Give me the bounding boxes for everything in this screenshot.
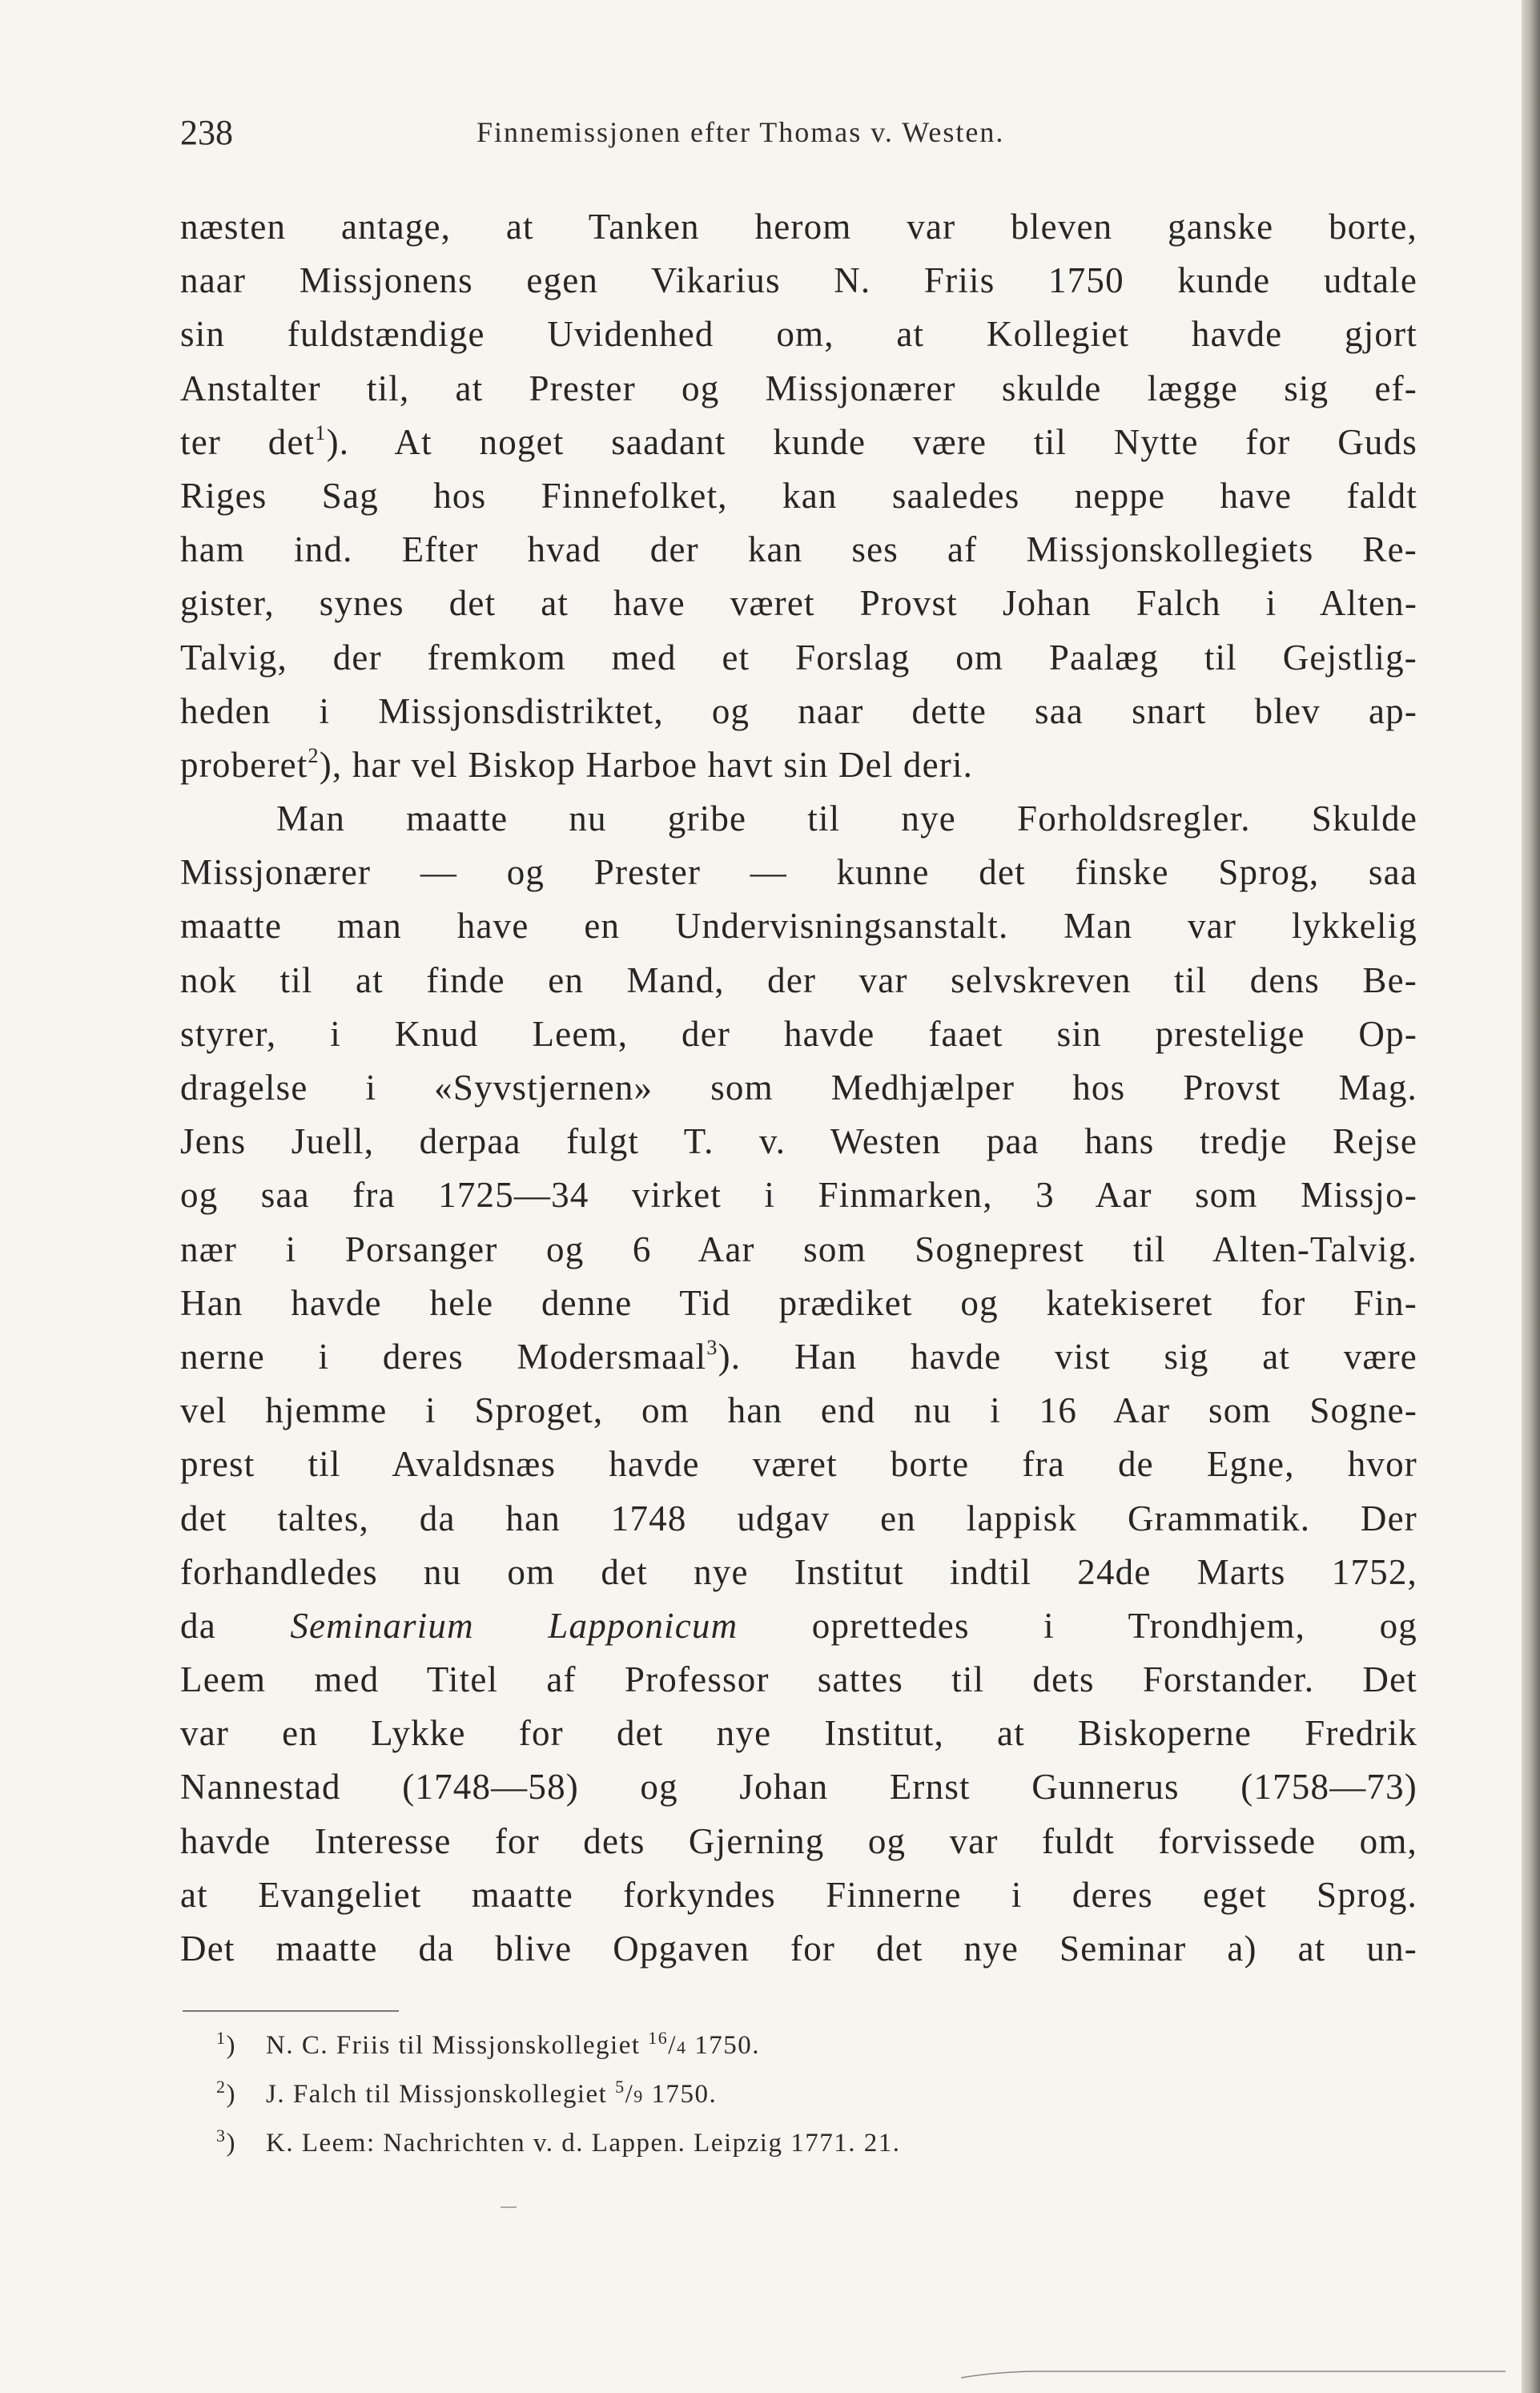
paragraph-start-line: Man maatte nu gribe til nye Forholdsregler. Skulde [276, 798, 1417, 839]
running-head: Finnemissjonen efter Thomas v. Westen. [476, 116, 1005, 148]
footnote-ref-1: 1 [315, 420, 327, 444]
text-line: maatte man have en Undervisningsanstalt. Man var lykkelig [180, 906, 1417, 947]
main-text [180, 200, 1417, 1976]
text-line: heden i Missjonsdistriktet, og naar dette saa snart blev ap- [180, 690, 1417, 731]
text-line: ham ind. Efter hvad der kan ses af Missjonskollegiets Re- [180, 529, 1417, 570]
text-line: nær i Porsanger og 6 Aar som Sogneprest til Alten-Talvig. [180, 1229, 1417, 1269]
text-line: havde Interesse for dets Gjerning og var fuldt forvissede om, [180, 1820, 1417, 1861]
text-line: Talvig, der fremkom med et Forslag om Paalæg til Gejstlig- [180, 637, 1417, 678]
text-line: sin fuldstændige Uvidenhed om, at Kollegiet havde gjort [180, 314, 1417, 355]
text-line: da Seminarium Lapponicum oprettedes i Trondhjem, og [180, 1605, 1417, 1646]
text-line: proberet$^2$), har vel Biskop Harboe havt sin Del deri. [180, 743, 974, 785]
text-line: Riges Sag hos Finnefolket, kan saaledes neppe have faldt [180, 475, 1417, 516]
text-line: det taltes, da han 1748 udgav en lappisk Grammatik. Der [180, 1498, 1417, 1538]
text-line: Leem med Titel af Professor sattes til dets Forstander. Det [180, 1659, 1417, 1700]
footnote-3: $^3$) K. Leem: Nachrichten v. d. Lappen. Leipzig 1771. 21. [216, 2126, 901, 2158]
text-line: Missjonærer — og Prester — kunne det finske Sprog, saa [180, 852, 1417, 893]
text-line: Anstalter til, at Prester og Missjonærer skulde lægge sig ef- [180, 368, 1417, 408]
text-line: var en Lykke for det nye Institut, at Biskoperne Fredrik [180, 1713, 1417, 1754]
footnote-2: $^2$) J. Falch til Missjonskollegiet $^5$/9 1750. [216, 2077, 718, 2109]
text-line: næsten antage, at Tanken herom var bleven ganske borte, [180, 207, 1417, 247]
text-line: Han havde hele denne Tid prædiket og katekiseret for Fin- [180, 1282, 1417, 1323]
text-line: nok til at finde en Mand, der var selvskreven til dens Be- [180, 959, 1417, 1000]
footnote-1: $^1$) N. C. Friis til Missjonskollegiet $^{16}$/4 1750. [216, 2028, 760, 2060]
page-edge [1522, 0, 1540, 2393]
text-line: Jens Juell, derpaa fulgt T. v. Westen paa hans tredje Rejse [180, 1121, 1417, 1162]
footnote-ref-2: 2 [308, 743, 320, 767]
text-line: forhandledes nu om det nye Institut indtil 24de Marts 1752, [180, 1551, 1417, 1592]
text-line: styrer, i Knud Leem, der havde faaet sin prestelige Op- [180, 1013, 1417, 1054]
text-line: Det maatte da blive Opgaven for det nye Seminar a) at un- [180, 1928, 1417, 1969]
page-scan-mark [961, 2371, 1506, 2379]
page-number: 238 [180, 113, 233, 152]
print-mark [501, 2206, 517, 2208]
footnote-ref-3: 3 [706, 1335, 718, 1359]
text-line: vel hjemme i Sproget, om han end nu i 16 Aar som Sogne- [180, 1390, 1417, 1431]
footnotes [216, 2022, 900, 2166]
italic-latin-title: Seminarium Lapponicum [290, 1605, 738, 1646]
text-line: at Evangeliet maatte forkyndes Finnerne i deres eget Sprog. [180, 1874, 1417, 1915]
text-line: gister, synes det at have været Provst Johan Falch i Alten- [180, 583, 1417, 624]
footnote-divider [183, 2010, 399, 2012]
text-line: nerne i deres Modersmaal$^3$). Han havde vist sig at være [180, 1335, 1417, 1377]
text-line: naar Missjonens egen Vikarius N. Friis 1750 kunde udtale [180, 260, 1417, 301]
text-line: dragelse i «Syvstjernen» som Medhjælper hos Provst Mag. [180, 1068, 1417, 1108]
text-line: og saa fra 1725—34 virket i Finmarken, 3 Aar som Missjo- [180, 1175, 1417, 1216]
page-header [180, 112, 1446, 160]
text-line: prest til Avaldsnæs havde været borte fra de Egne, hvor [180, 1444, 1417, 1485]
text-line: ter $\det^1$). At noget saadant kunde være til Nytte for Guds [180, 420, 1418, 462]
text-line: Nannestad (1748—58) og Johan Ernst Gunnerus (1758—73) [180, 1767, 1417, 1808]
